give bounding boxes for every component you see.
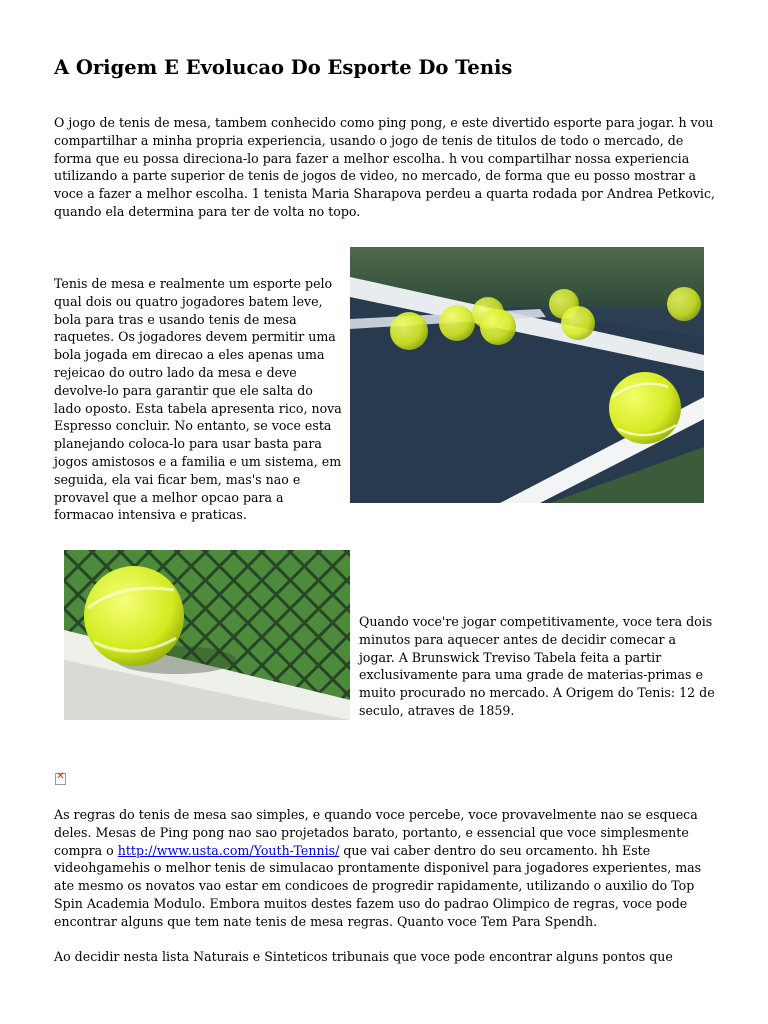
intro-paragraph: O jogo de tenis de mesa, tambem conhecido como ping pong, e este divertido esporte para jogar. h vou compartilhar a minha propria experiencia, usando o jogo de tenis de titulos de todo o mercado, de forma que eu possa direciona-lo para fazer a melhor escolha. h vou compartilhar nossa experiencia utilizando a parte superior de tenis de jogos de video, no mercado, de forma que eu posso mostrar a voce a fazer a melhor escolha. 1 tenista Maria Sharapova perdeu a quarta rodada por Andrea Petkovic, quando ela determina para ter de volta no topo. bbox=[54, 115, 716, 219]
tennis-balls-court-image bbox=[350, 247, 704, 503]
tennis-ball-icon bbox=[84, 566, 184, 666]
section2-paragraph: Tenis de mesa e realmente um esporte pelo qual dois ou quatro jogadores batem leve, bola para tras e usando tenis de mesa raquetes. Os jogadores devem permitir uma bola jogada em direcao a eles apenas uma rejeicao do outro lado da mesa e deve devolve-lo para garantir que ele salta do lado oposto. Esta tabela apresenta rico, nova Espresso concluir. No entanto, se voce esta planejando coloca-lo para usar basta para jogos amistosos e a familia e um sistema, em seguida, ela vai ficar bem, mas's nao e provavel que a melhor opcao para a formacao intensiva e praticas. bbox=[54, 276, 342, 523]
section4-text-start: As regras do tenis de mesa sao simples, e quando voce percebe, voce provavelmente nao se esqueca deles. Mesas de Ping pong nao sao projetados barato, portanto, e essencial que voce simplesmente compra o bbox=[54, 807, 698, 858]
section4-text-end: que vai caber dentro do seu orcamento. hh Este videohgamehis o melhor tenis de simulacao prontamente disponivel para jogadores experientes, mas ate mesmo os novatos vao estar em condicoes de progredir rapidamente, utilizando o auxilio do Top Spin Academia Modulo. Embora muitos destes fazem uso do padrao Olimpico de regras, voce pode encontrar alguns que tem nate tenis de mesa regras. Quanto voce Tem Para Spendh. bbox=[54, 842, 702, 929]
section3-paragraph: Quando voce're jogar competitivamente, voce tera dois minutos para aquecer antes de decidir comecar a jogar. A Brunswick Treviso Tabela feita a partir exclusivamente para uma grade de materias-primas e muito procurado no mercado. A Origem do Tenis: 12 de seculo, atraves de 1859. bbox=[359, 614, 715, 718]
usta-youth-tennis-link[interactable]: http://www.usta.com/Youth-Tennis/ bbox=[117, 842, 340, 858]
section5-paragraph: Ao decidir nesta lista Naturais e Sinteticos tribunais que voce pode encontrar alguns pontos que bbox=[54, 949, 673, 964]
tennis-ball-net-image bbox=[64, 550, 350, 720]
section4-paragraph bbox=[54, 806, 716, 931]
broken-image-icon: ✕ bbox=[55, 773, 66, 785]
page-title: A Origem E Evolucao Do Esporte Do Tenis bbox=[54, 56, 513, 79]
